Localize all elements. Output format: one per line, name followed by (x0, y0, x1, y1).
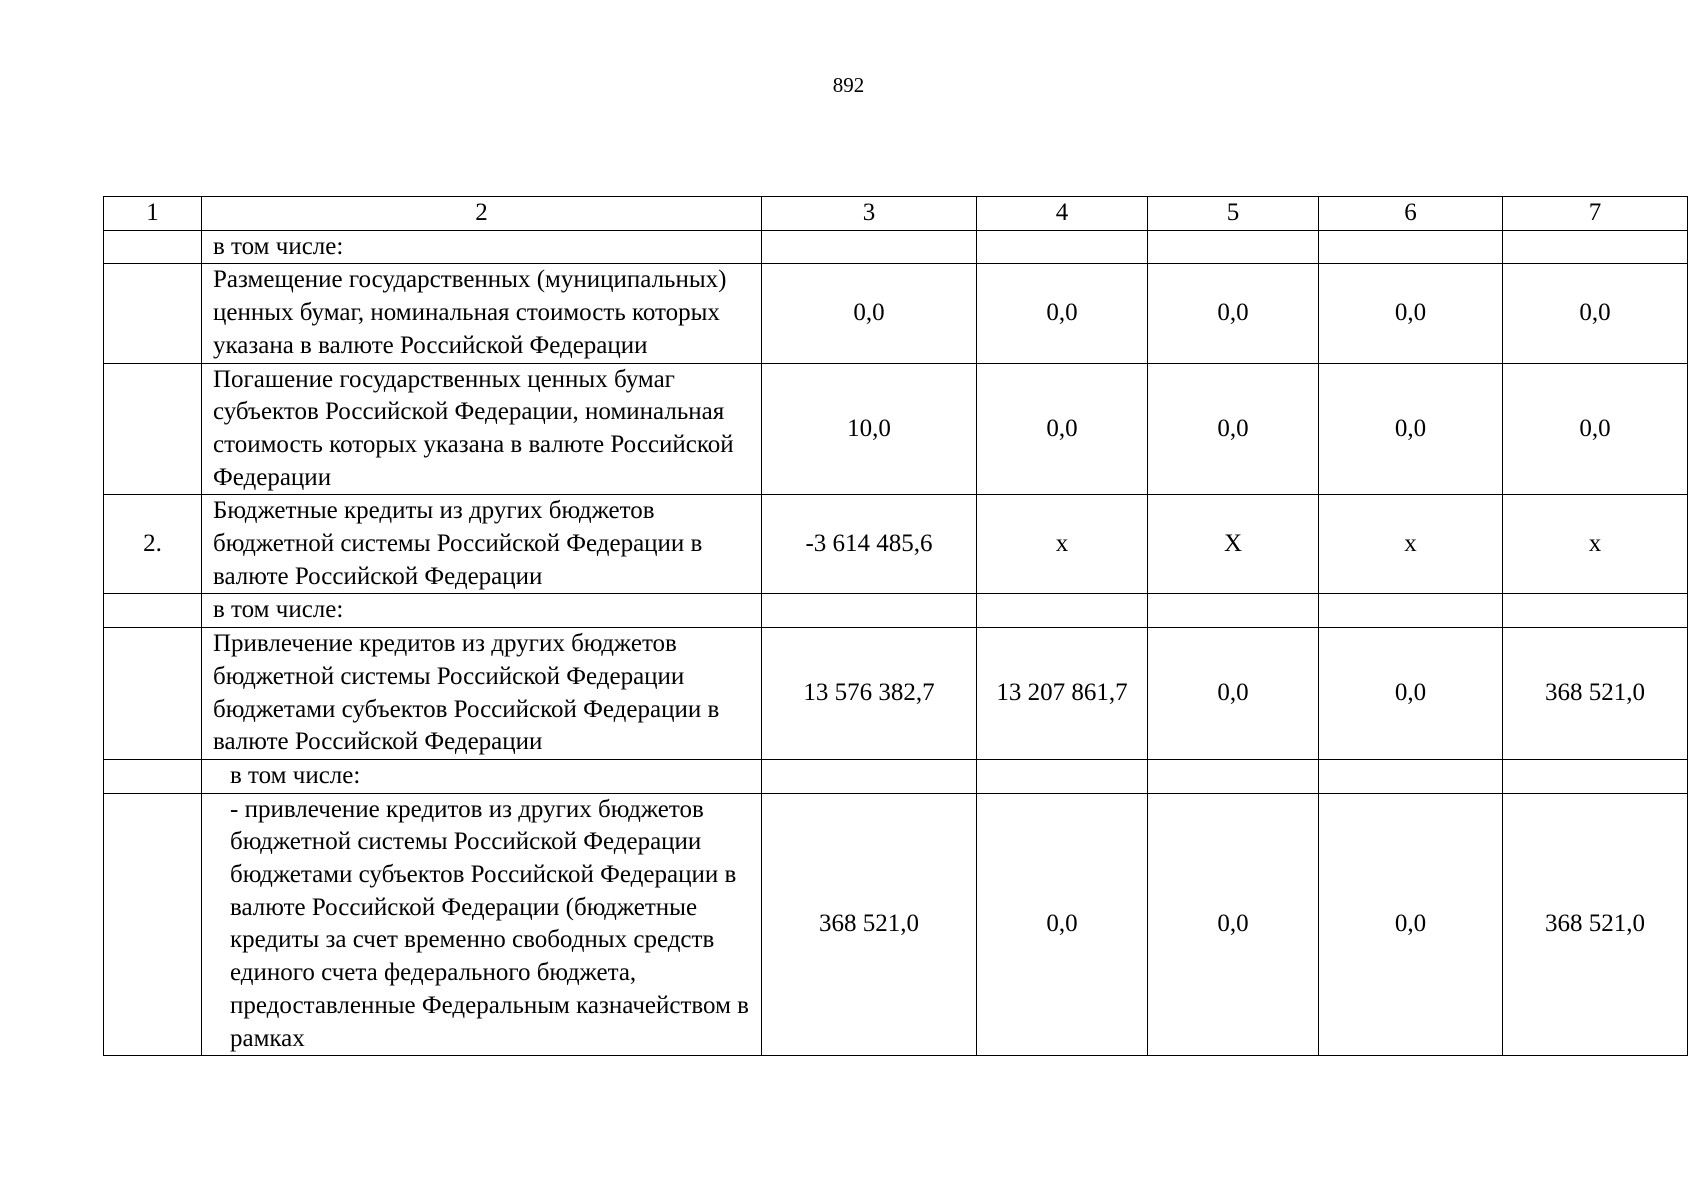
row-description: Погашение государственных ценных бумаг субъектов Российской Федерации, номинальная стоимость которых указана в валюте Российской Федерации (202, 363, 762, 495)
header-cell: 6 (1319, 197, 1503, 231)
page-number: 892 (832, 73, 865, 97)
value-cell: x (1503, 495, 1688, 594)
row-description: в том числе: (202, 594, 762, 628)
header-cell: 4 (977, 197, 1148, 231)
value-cell: 368 521,0 (1503, 628, 1688, 760)
value-cell (1319, 594, 1503, 628)
value-cell (762, 594, 977, 628)
row-number (104, 230, 202, 264)
value-cell: x (977, 495, 1148, 594)
value-cell: 13 576 382,7 (762, 628, 977, 760)
row-number (104, 264, 202, 363)
value-cell (1319, 230, 1503, 264)
row-number (104, 594, 202, 628)
value-cell: 0,0 (977, 264, 1148, 363)
value-cell (1503, 759, 1688, 793)
value-cell: 0,0 (1319, 264, 1503, 363)
value-cell: -3 614 485,6 (762, 495, 977, 594)
value-cell: 0,0 (1319, 363, 1503, 495)
value-cell: 0,0 (762, 264, 977, 363)
value-cell: 0,0 (1148, 793, 1319, 1056)
table-row (104, 759, 1688, 793)
row-number (104, 759, 202, 793)
row-number: 2. (104, 495, 202, 594)
value-cell: 0,0 (1148, 363, 1319, 495)
table-row (104, 594, 1688, 628)
header-cell: 7 (1503, 197, 1688, 231)
value-cell: 0,0 (1503, 363, 1688, 495)
row-description: в том числе: (202, 759, 762, 793)
value-cell: x (1319, 495, 1503, 594)
header-cell: 1 (104, 197, 202, 231)
table-row (104, 363, 1688, 495)
value-cell (977, 594, 1148, 628)
row-description: Бюджетные кредиты из других бюджетов бюджетной системы Российской Федерации в валюте Российской Федерации (202, 495, 762, 594)
value-cell: 368 521,0 (762, 793, 977, 1056)
value-cell: 10,0 (762, 363, 977, 495)
value-cell (762, 230, 977, 264)
row-description: - привлечение кредитов из других бюджетов бюджетной системы Российской Федерации бюджетами субъектов Российской Федерации в валюте Российской Федерации (бюджетные кредиты за счет временно свободных средств единого счета федерального бюджета, предоставленные Федеральным казначейством в рамках (202, 793, 762, 1056)
table-header-row (104, 197, 1688, 231)
value-cell: 0,0 (977, 363, 1148, 495)
value-cell (1148, 594, 1319, 628)
value-cell: 0,0 (1503, 264, 1688, 363)
value-cell (1503, 594, 1688, 628)
row-number (104, 363, 202, 495)
value-cell: 368 521,0 (1503, 793, 1688, 1056)
row-number (104, 628, 202, 760)
table-row (104, 628, 1688, 760)
value-cell (1503, 230, 1688, 264)
value-cell (977, 759, 1148, 793)
budget-table (103, 196, 1688, 1056)
value-cell (762, 759, 977, 793)
value-cell: 0,0 (977, 793, 1148, 1056)
value-cell (1148, 230, 1319, 264)
value-cell: 0,0 (1148, 628, 1319, 760)
table-row (104, 793, 1688, 1056)
row-description: в том числе: (202, 230, 762, 264)
value-cell: 0,0 (1319, 628, 1503, 760)
table-row (104, 264, 1688, 363)
row-number (104, 793, 202, 1056)
table-row (104, 495, 1688, 594)
value-cell: 13 207 861,7 (977, 628, 1148, 760)
value-cell: 0,0 (1148, 264, 1319, 363)
header-cell: 2 (202, 197, 762, 231)
value-cell: 0,0 (1319, 793, 1503, 1056)
value-cell (1148, 759, 1319, 793)
table-row (104, 230, 1688, 264)
value-cell (1319, 759, 1503, 793)
row-description: Привлечение кредитов из других бюджетов бюджетной системы Российской Федерации бюджетами субъектов Российской Федерации в валюте Российской Федерации (202, 628, 762, 760)
row-description: Размещение государственных (муниципальных) ценных бумаг, номинальная стоимость которых указана в валюте Российской Федерации (202, 264, 762, 363)
value-cell (977, 230, 1148, 264)
value-cell: X (1148, 495, 1319, 594)
header-cell: 5 (1148, 197, 1319, 231)
header-cell: 3 (762, 197, 977, 231)
